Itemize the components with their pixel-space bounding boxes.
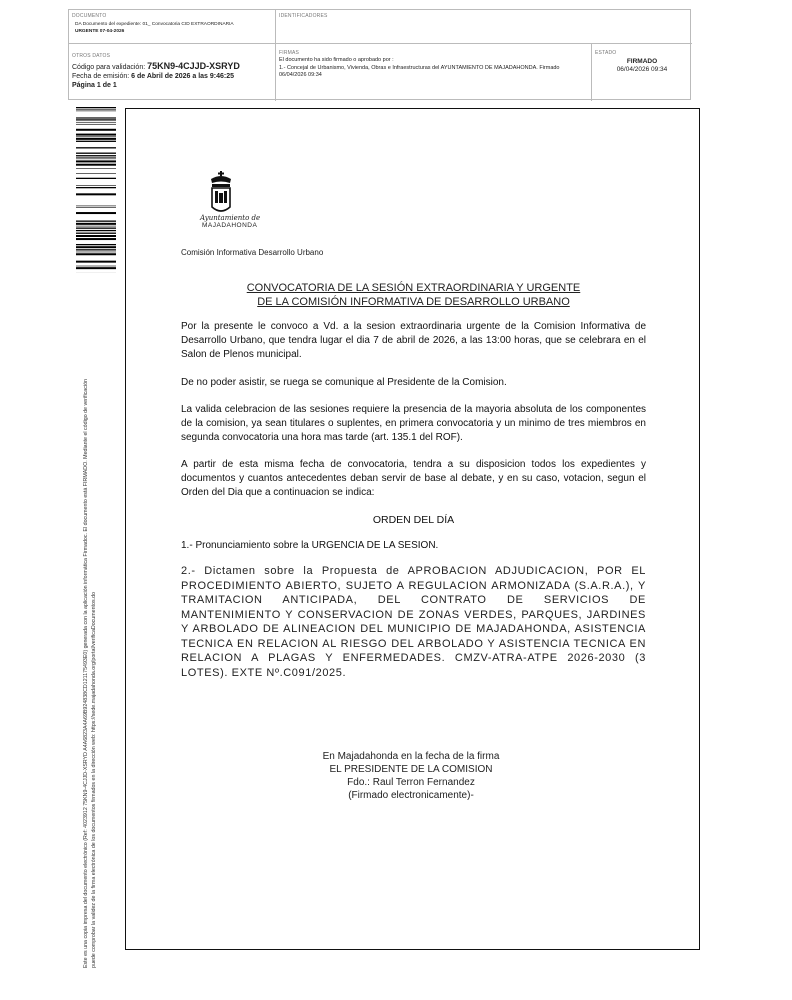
codigo-prefix: Código para validación: [72,64,146,71]
signature-line4: (Firmado electronicamente)- [348,790,474,801]
documento-line2: URGENTE 07-04-2026 [75,28,125,34]
estado-cell [592,44,692,101]
paragraph-convocatoria: Por la presente le convoco a Vd. a la sesion extraordinaria urgente de la Comision Informativa de Desarrollo Urbano, que tendra lugar el dia 7 de abril de 2026, a las 13:00 horas, que se celebrara en el Salon de Plenos municipal. [181,321,646,360]
otros-datos-text [72,62,240,90]
orden-del-dia-title: ORDEN DEL DÍA [372,514,455,526]
documento-label: DOCUMENTO [72,13,107,19]
agenda-item-2: 2.- Dictamen sobre la Propuesta de APROBACION ADJUDICACION, POR EL PROCEDIMIENTO ABIERTO, SUJETO A REGULACION ARMONIZADA (S.A.R.A.), Y TRAMITACION ANTICIPADA, DEL CONTRATO DE SERVICIOS DE MANTENIMIENTO Y CONSERVACION DE ZONAS VERDES, PARQUES, JARDINES Y ARBOLADO DE ALINEACION DEL MUNICIPIO DE MAJADAHONDA, ASISTENCIA TECNICA EN RELACION AL RIESGO DEL ARBOLADO Y ASISTENCIA TECNICA EN RELACION A PLAGAS Y ENFERMEDADES. CMZV-ATRA-ATPE 2026-2030 (3 LOTES). EXTE Nº.C091/2025. [181,565,646,679]
firmas-line1: El documento ha sido firmado o aprobado por : [279,57,394,63]
pagina: Página 1 de 1 [72,82,117,89]
documento-text [75,22,234,35]
identificadores-label: IDENTIFICADORES [279,13,328,19]
firmas-cell [276,44,592,101]
document-page [125,108,700,950]
ayuntamiento-logo [200,169,286,239]
header-table [68,9,691,100]
signature-line1: En Majadahonda en la fecha de la firma [322,751,500,762]
side-text-line1: Este es una copia impresa del documento electrónico (Ref: 4023912 75KN9-4CJJD-XSRYD A4A6823A4A69B924838CD121175493E0) generada con la aplicación informática Firmadoc. El documento está FIRMADO. Mediante el código de verificación [83,379,89,968]
firmas-label: FIRMAS [279,50,300,56]
fecha-prefix: Fecha de emisión: [72,73,130,80]
side-text-line2: puede comprobar la validez de la firma electrónica de los documentos firmados en la dirección web: https://sede.majadahonda.org/portal/verificaDocumentos.do [91,592,97,968]
firmas-line2: 1.- Concejal de Urbanismo, Vivienda, Obras e Infraestructuras del AYUNTAMIENTO DE MAJADAHONDA. Firmado [279,64,560,71]
firmas-line3: 06/04/2026 09:34 [279,72,322,78]
barcode [76,107,116,273]
codigo-validacion [72,62,240,72]
estado-date: 06/04/2026 09:34 [616,66,668,73]
document-title [181,281,646,309]
department-label: Comisión Informativa Desarrollo Urbano [181,248,324,257]
fecha-value: 6 de Abril de 2026 a las 9:46:25 [131,73,235,80]
fecha-emision [72,72,240,81]
paragraph-expedientes: A partir de esta misma fecha de convocatoria, tendra a su disposicion todos los expedientes y documentos y cuantos antecedentes deban servir de base al debate, y en su caso, votacion, segun el Orden del Dia que a continuacion se indica: [181,459,646,498]
estado-value: FIRMADO [626,58,658,65]
codigo-value: 75KN9-4CJJD-XSRYD [147,61,240,71]
title-line2: DE LA COMISIÓN INFORMATIVA DE DESARROLLO URBANO [257,296,570,308]
logo-line2: MAJADAHONDA [202,222,258,229]
signature-line2: EL PRESIDENTE DE LA COMISION [329,764,493,775]
agenda-item-1: 1.- Pronunciamiento sobre la URGENCIA DE LA SESION. [181,540,439,551]
identificadores-cell [276,10,692,44]
signature-block [266,750,556,802]
estado-label: ESTADO [595,50,617,56]
signature-line3: Fdo.: Raul Terron Fernandez [347,777,475,788]
otros-datos-cell [69,44,276,101]
logo-line1: Ayuntamiento de [200,214,261,222]
documento-cell [69,10,276,44]
documento-line1: DA Documento del expediente: 01_ Convocatoria CID EXTRAORDINARIA [75,22,234,27]
side-verification-text [82,268,98,968]
paragraph-asistencia: De no poder asistir, se ruega se comunique al Presidente de la Comision. [181,377,507,388]
firmas-text [279,57,587,80]
title-line1: CONVOCATORIA DE LA SESIÓN EXTRAORDINARIA Y URGENTE [246,282,581,294]
paragraph-quorum: La valida celebracion de las sesiones requiere la presencia de la mayoria absoluta de los componentes de la comision, ya sean titulares o suplentes, en primera convocatoria y un minimo de tres miembros en segunda convocatoria una hora mas tarde (art. 135.1 del ROF). [181,404,646,443]
otros-datos-label: OTROS DATOS [72,53,111,59]
